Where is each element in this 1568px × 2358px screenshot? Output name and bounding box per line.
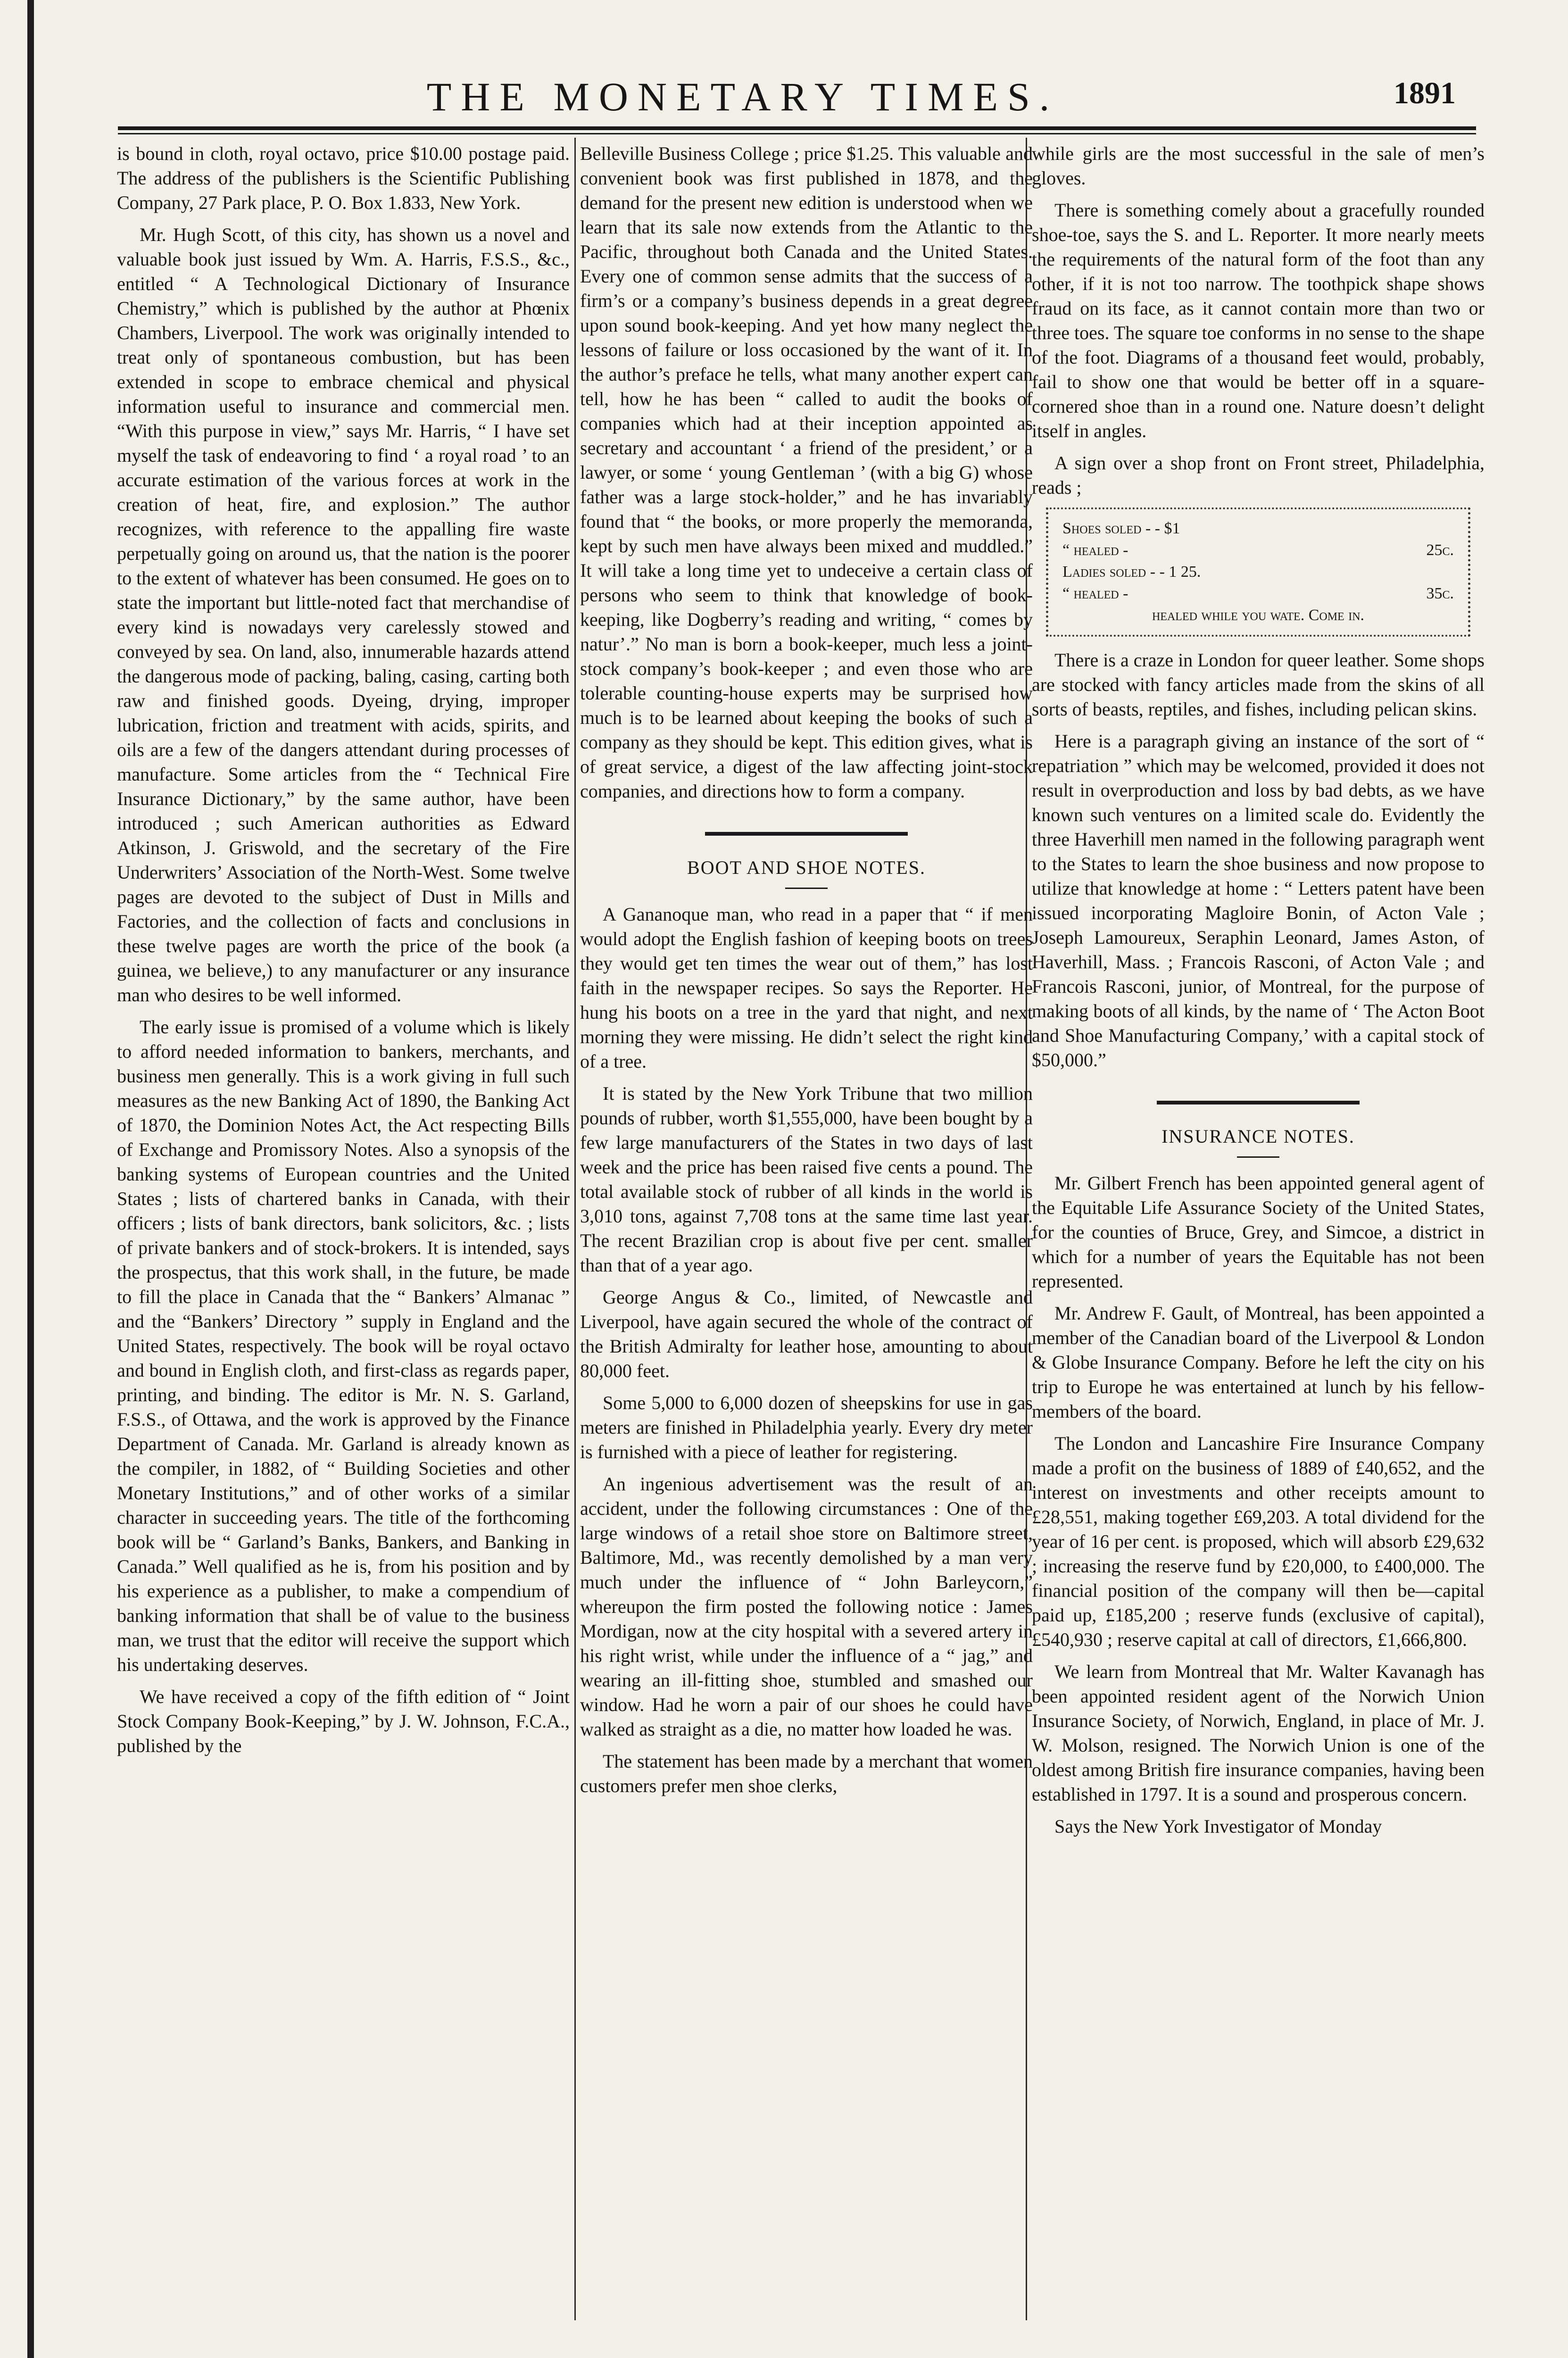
paragraph: Here is a paragraph giving an instance of the sort of “ repatriation ” which may be welcomed, provided it does not result in overproduction and loss by bad debts, as we have known such ventures on a limited scale do. Evidently the three Haverhill men named in the following paragraph went to the States to learn the shoe business and now propose to utilize that knowledge at home : “ Letters patent have been issued incorporating Magloire Bonin, of Acton Vale ; Joseph Lamoureux, Seraphin Leonard, James Aston, of Haverhill, Mass. ; Francois Rasconi, of Acton Vale ; and Francois Rasconi, junior, of Montreal, for the purpose of making boots of all kinds, by the name of ‘ The Acton Boot and Shoe Manufacturing Company,’ with a capital stock of $50,000.”: [1032, 731, 1485, 1071]
heading-rule: [785, 888, 828, 889]
paragraph: Belleville Business College ; price $1.25. This valuable and convenient book was first published in 1878, and the demand for the present new edition is understood when we learn that its sale now extends from the Atlantic to the Pacific, throughout both Canada and the United States. Every one of common sense admits that the success of a firm’s or a company’s business depends in a great degree upon sound book-keeping. And yet how many neglect the lessons of failure or loss occasioned by the want of it. In the author’s preface he tells, what many another expert can tell, how he has been “ called to audit the books of companies which had at their inception appointed as secretary and accountant ‘ a friend of the president,’ or a lawyer, or some ‘ young Gentleman ’ (with a big G) whose father was a large stock-holder,” and he has invariably found that “ the books, or more properly the memoranda, kept by such men have always been mixed and muddled.” It will take a long time yet to undeceive a certain class of persons who seem to think that knowledge of book-keeping, like Dogberry’s reading and writing, “ comes by natur’.” No man is born a book-keeper, much less a joint-stock company’s book-keeper ; and even those who are tolerable counting-house experts may be surprised how much is to be learned about keeping the books of such a company as they should be kept. This edition gives, what is of great service, a digest of the law affecting joint-stock companies, and directions how to form a company.: [580, 143, 1033, 802]
sign-row: [1053, 561, 1463, 583]
paragraph: A Gananoque man, who read in a paper that “ if men would adopt the English fashion of keeping boots on trees they would get ten times the wear out of them,” has lost faith in the newspaper recipes. So says the Reporter. He hung his boots on a tree in the yard that night, and next morning they were missing. He didn’t select the right kind of a tree.: [580, 904, 1033, 1072]
sign-row: [1053, 605, 1463, 626]
paragraph: Mr. Gilbert French has been appointed general agent of the Equitable Life Assurance Society of the United States, for the counties of Bruce, Grey, and Simcoe, a district in which for a number of years the Equitable has not been represented.: [1032, 1172, 1485, 1292]
page-number: 1891: [1394, 76, 1456, 110]
paragraph: An ingenious advertisement was the result of an accident, under the following circumstances : One of the large windows of a retail shoe store on Baltimore street, Baltimore, Md., was recently demolished by a man very much under the influence of “ John Barleycorn,” whereupon the firm posted the following notice : James Mordigan, now at the city hospital with a severed artery in his right wrist, while under the influence of a “ jag,” and wearing an ill-fitting shoe, stumbled and smashed our window. Had he worn a pair of our shoes he could have walked as straight as a die, no matter how loaded he was.: [580, 1473, 1033, 1740]
section-rule: [705, 832, 908, 836]
paragraph: There is something comely about a gracefully rounded shoe-toe, says the S. and L. Reporter. It more nearly meets the requirements of the natural form of the foot than any other, if it is not too narrow. The toothpick shape shows fraud on its face, as it cannot contain more than two or three toes. The square toe conforms in no sense to the shape of the foot. Diagrams of a thousand feet would, probably, fail to show one that would be better off in a square-cornered shoe than in a round one. Nature doesn’t delight itself in angles.: [1032, 199, 1485, 441]
column-separator: [574, 138, 576, 2320]
column-2: [580, 141, 1033, 2325]
paragraph: is bound in cloth, royal octavo, price $10.00 postage paid. The address of the publishers is the Scientific Publishing Company, 27 Park place, P. O. Box 1.833, New York.: [117, 143, 570, 213]
sign-text: Ladies soled - - 1 25.: [1062, 563, 1201, 581]
heading-rule: [1237, 1156, 1279, 1158]
column-3: [1032, 141, 1485, 2325]
sign-text: “ healed -: [1062, 541, 1128, 559]
sign-price: 25c.: [1426, 541, 1454, 559]
paragraph: The London and Lancashire Fire Insurance Company made a profit on the business of 1889 of £40,652, and the interest on investments and other receipts amount to £28,551, making together £69,203. A total dividend for the year of 16 per cent. is proposed, which will absorb £29,632 ; increasing the reserve fund by £20,000, to £400,000. The financial position of the company will then be—capital paid up, £185,200 ; reserve funds (exclusive of capital), £540,930 ; reserve capital at call of directors, £1,666,800.: [1032, 1433, 1485, 1650]
paragraph: Some 5,000 to 6,000 dozen of sheepskins for use in gas meters are finished in Philadelphia yearly. Every dry meter is furnished with a piece of leather for registering.: [580, 1392, 1033, 1462]
paragraph: A sign over a shop front on Front street, Philadelphia, reads ;: [1032, 452, 1485, 498]
section-heading: INSURANCE NOTES.: [1161, 1126, 1355, 1147]
paragraph: Mr. Hugh Scott, of this city, has shown us a novel and valuable book just issued by Wm. A. Harris, F.S.S., &c., entitled “ A Technological Dictionary of Insurance Chemistry,” which is published by the author at Phœnix Chambers, Liverpool. The work was originally intended to treat only of spontaneous combustion, but has been extended in scope to embrace chemical and physical information useful to insurance and commercial men. “With this purpose in view,” says Mr. Harris, “ I have set myself the task of endeavoring to find ‘ a royal road ’ to an accurate estimation of the various forces at work in the creation of heat, fire, and explosion.” The author recognizes, with reference to the appalling fire waste perpetually going on around us, that the nation is the poorer to the extent of whatever has been consumed. He goes on to state the important but little-noted fact that merchandise of every kind is nowadays very carelessly stowed and conveyed by sea. On land, also, innumerable hazards attend the dangerous mode of packing, baling, casing, carting both raw and finished goods. Dyeing, drying, improper lubrication, friction and treatment with acids, spirits, and oils are a few of the dangers attendant during processes of manufacture. Some articles from the “ Technical Fire Insurance Dictionary,” by the same author, have been introduced ; such American authorities as Edward Atkinson, J. Griswold, and the secretary of the Fire Underwriters’ Association of the North-West. Some twelve pages are devoted to the subject of Dust in Mills and Factories, and the collection of facts and conclusions in these twelve pages are worth the price of the book (a guinea, we believe,) to any manufacturer or any insurance man who desires to be well informed.: [117, 224, 570, 1005]
paragraph: We have received a copy of the fifth edition of “ Joint Stock Company Book-Keeping,” by J. W. Johnson, F.C.A., published by the: [117, 1686, 570, 1756]
sign-price: 35c.: [1426, 585, 1454, 602]
sign-text: “ healed -: [1062, 585, 1128, 602]
paragraph: It is stated by the New York Tribune that two million pounds of rubber, worth $1,555,000, have been bought by a few large manufacturers of the States in two days of last week and the price has been raised five cents a pound. The total available stock of rubber of all kinds in the world is 3,010 tons, against 7,708 tons at the same time last year. The recent Brazilian crop is about five per cent. smaller than that of a year ago.: [580, 1083, 1033, 1276]
shop-sign-box: [1046, 507, 1470, 637]
paragraph: Mr. Andrew F. Gault, of Montreal, has been appointed a member of the Canadian board of the Liverpool & London & Globe Insurance Company. Before he left the city on his trip to Europe he was entertained at lunch by his fellow-members of the board.: [1032, 1303, 1485, 1422]
sign-row: [1053, 583, 1463, 605]
paragraph: Says the New York Investigator of Monday: [1054, 1816, 1382, 1837]
paragraph: while girls are the most successful in the sale of men’s gloves.: [1032, 143, 1485, 189]
sign-text: Shoes soled - - $1: [1062, 520, 1180, 537]
sign-text: healed while you wate. Come in.: [1152, 606, 1365, 624]
sign-row: [1053, 540, 1463, 561]
masthead-rule-thick: [118, 126, 1476, 130]
page-edge-line: [27, 0, 34, 2358]
paragraph: There is a craze in London for queer leather. Some shops are stocked with fancy articles made from the skins of all sorts of beasts, reptiles, and fishes, including pelican skins.: [1032, 649, 1485, 720]
paragraph: We learn from Montreal that Mr. Walter Kavanagh has been appointed resident agent of the Norwich Union Insurance Society, of Norwich, England, in place of Mr. J. W. Molson, resigned. The Norwich Union is one of the oldest among British fire insurance companies, having been established in 1797. It is a sound and prosperous concern.: [1032, 1661, 1485, 1805]
masthead-title: THE MONETARY TIMES.: [426, 74, 1059, 119]
section-rule: [1157, 1101, 1360, 1104]
paragraph: The early issue is promised of a volume which is likely to afford needed information to bankers, merchants, and business men generally. This is a work giving in full such measures as the new Banking Act of 1890, the Banking Act of 1870, the Dominion Notes Act, the Act respecting Bills of Exchange and Promissory Notes. Also a synopsis of the banking systems of European countries and the United States ; lists of chartered banks in Canada, with their officers ; lists of bank directors, bank solicitors, &c. ; lists of private bankers and of stock-brokers. It is intended, says the prospectus, that this work shall, in the future, be made to fill the place in Canada that the “ Bankers’ Almanac ” and the “Bankers’ Directory ” supply in England and the United States, respectively. The book will be royal octavo and bound in English cloth, and first-class as regards paper, printing, and binding. The editor is Mr. N. S. Garland, F.S.S., of Ottawa, and the work is approved by the Finance Department of Canada. Mr. Garland is already known as the compiler, in 1882, of “ Building Societies and other Monetary Institutions,” and of other works of a similar character in succeeding years. The title of the forthcoming book will be “ Garland’s Banks, Bankers, and Banking in Canada.” Well qualified as he is, from his position and by his experience as a publisher, to make a compendium of banking information that shall be of value to the business man, we trust that the editor will receive the support which his undertaking deserves.: [117, 1016, 570, 1675]
paragraph: George Angus & Co., limited, of Newcastle and Liverpool, have again secured the whole of the contract of the British Admiralty for leather hose, amounting to about 80,000 feet.: [580, 1287, 1033, 1381]
column-1: [117, 141, 570, 2325]
sign-row: [1053, 518, 1463, 540]
masthead-rule-thin: [118, 133, 1476, 134]
section-heading: BOOT AND SHOE NOTES.: [687, 857, 926, 878]
paragraph: The statement has been made by a merchant that women customers prefer men shoe clerks,: [580, 1751, 1033, 1796]
